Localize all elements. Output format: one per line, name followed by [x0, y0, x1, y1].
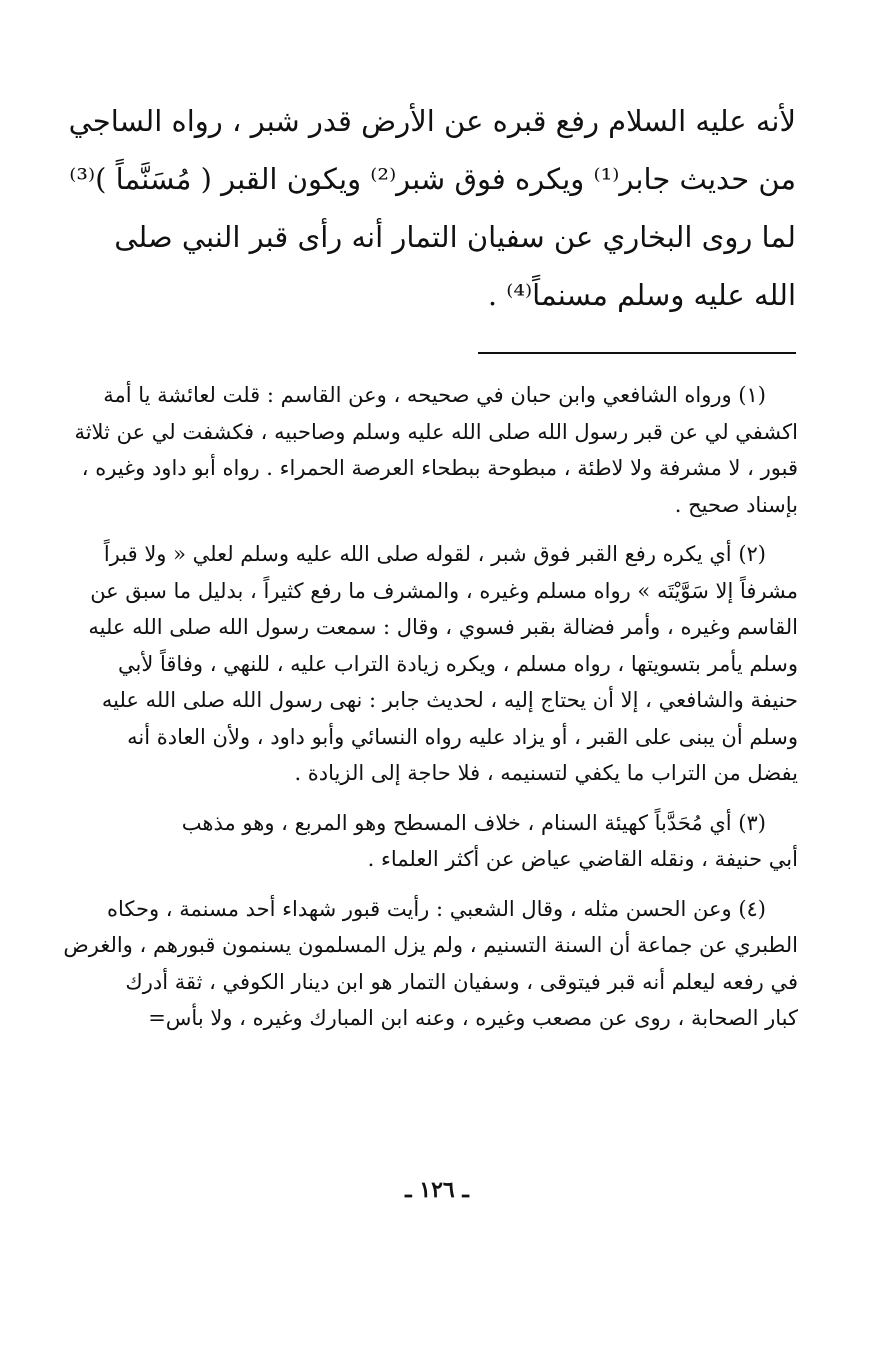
footnote-line: (٣) أي مُحَدَّباً كهيئة السنام ، خلاف المسطح وهو المربع ، وهو مذهب	[181, 810, 766, 835]
footnote-2	[62, 536, 798, 792]
page-number: ـ ١٢٦ ـ	[405, 1177, 469, 1203]
footnote-4	[62, 891, 798, 1037]
footnote-line: مشرفاً إلا سَوَّيْتَه » رواه مسلم وغيره ، والمشرف ما رفع كثيراً ، بدليل ما سبق عن	[90, 578, 798, 603]
footnote-1	[62, 377, 798, 523]
footnotes-block	[62, 377, 798, 1050]
footnote-line: اكشفي لي عن قبر رسول الله صلى الله عليه وسلم وصاحبيه ، فكشفت لي عن ثلاثة	[74, 419, 798, 444]
footnote-line: في رفعه ليعلم أنه قبر فيتوقى ، وسفيان التمار هو ابن دينار الكوفي ، ثقة أدرك	[125, 969, 798, 994]
main-text-line: الله عليه وسلم مسنماً⁽⁴⁾ .	[487, 278, 796, 312]
footnote-line: بإسناد صحيح .	[674, 492, 798, 517]
footnote-line: الطبري عن جماعة أن السنة التسنيم ، ولم يزل المسلمون يسنمون قبورهم ، والغرض	[63, 933, 798, 957]
main-text-line: لما روى البخاري عن سفيان التمار أنه رأى قبر النبي صلى	[114, 220, 796, 254]
footnote-line: (١) ورواه الشافعي وابن حبان في صحيحه ، وعن القاسم : قلت لعائشة يا أمة	[103, 383, 766, 407]
footnote-line: يفضل من التراب ما يكفي لتسنيمه ، فلا حاجة إلى الزيادة .	[294, 761, 798, 785]
footnote-line: كبار الصحابة ، روى عن مصعب وغيره ، وعنه ابن المبارك وغيره ، ولا بأس=	[148, 1006, 798, 1030]
footnote-line: وسلم أن يبنى على القبر ، أو يزاد عليه رواه النسائي وأبو داود ، ولأن العادة أنه	[127, 724, 798, 749]
main-text-block	[70, 92, 796, 324]
footnote-line: وسلم يأمر بتسويتها ، رواه مسلم ، ويكره زيادة التراب عليه ، للنهي ، وفاقاً لأبي	[118, 651, 798, 676]
footnote-line: (٢) أي يكره رفع القبر فوق شبر ، لقوله صلى الله عليه وسلم لعلي « ولا قبراً	[103, 542, 766, 566]
footnote-line: قبور ، لا مشرفة ولا لاطئة ، مبطوحة ببطحاء العرصة الحمراء . رواه أبو داود وغيره ،	[81, 456, 798, 480]
main-text-line: من حديث جابر⁽¹⁾ ويكره فوق شبر⁽²⁾ ويكون القبر ( مُسَنَّماً )⁽³⁾	[69, 162, 796, 196]
footnote-line: حنيفة والشافعي ، إلا أن يحتاج إليه ، لحديث جابر : نهى رسول الله صلى الله عليه	[101, 688, 798, 712]
footnote-line: القاسم وغيره ، وأمر فضالة بقبر فسوي ، وقال : سمعت رسول الله صلى الله عليه	[88, 615, 798, 639]
footnote-line: أبي حنيفة ، ونقله القاضي عياض عن أكثر العلماء .	[367, 847, 798, 871]
footnote-separator	[478, 352, 796, 354]
main-text-line: لأنه عليه السلام رفع قبره عن الأرض قدر شبر ، رواه الساجي	[68, 104, 796, 138]
footnote-3	[62, 805, 798, 878]
footnote-line: (٤) وعن الحسن مثله ، وقال الشعبي : رأيت قبور شهداء أحد مسنمة ، وحكاه	[107, 896, 766, 921]
